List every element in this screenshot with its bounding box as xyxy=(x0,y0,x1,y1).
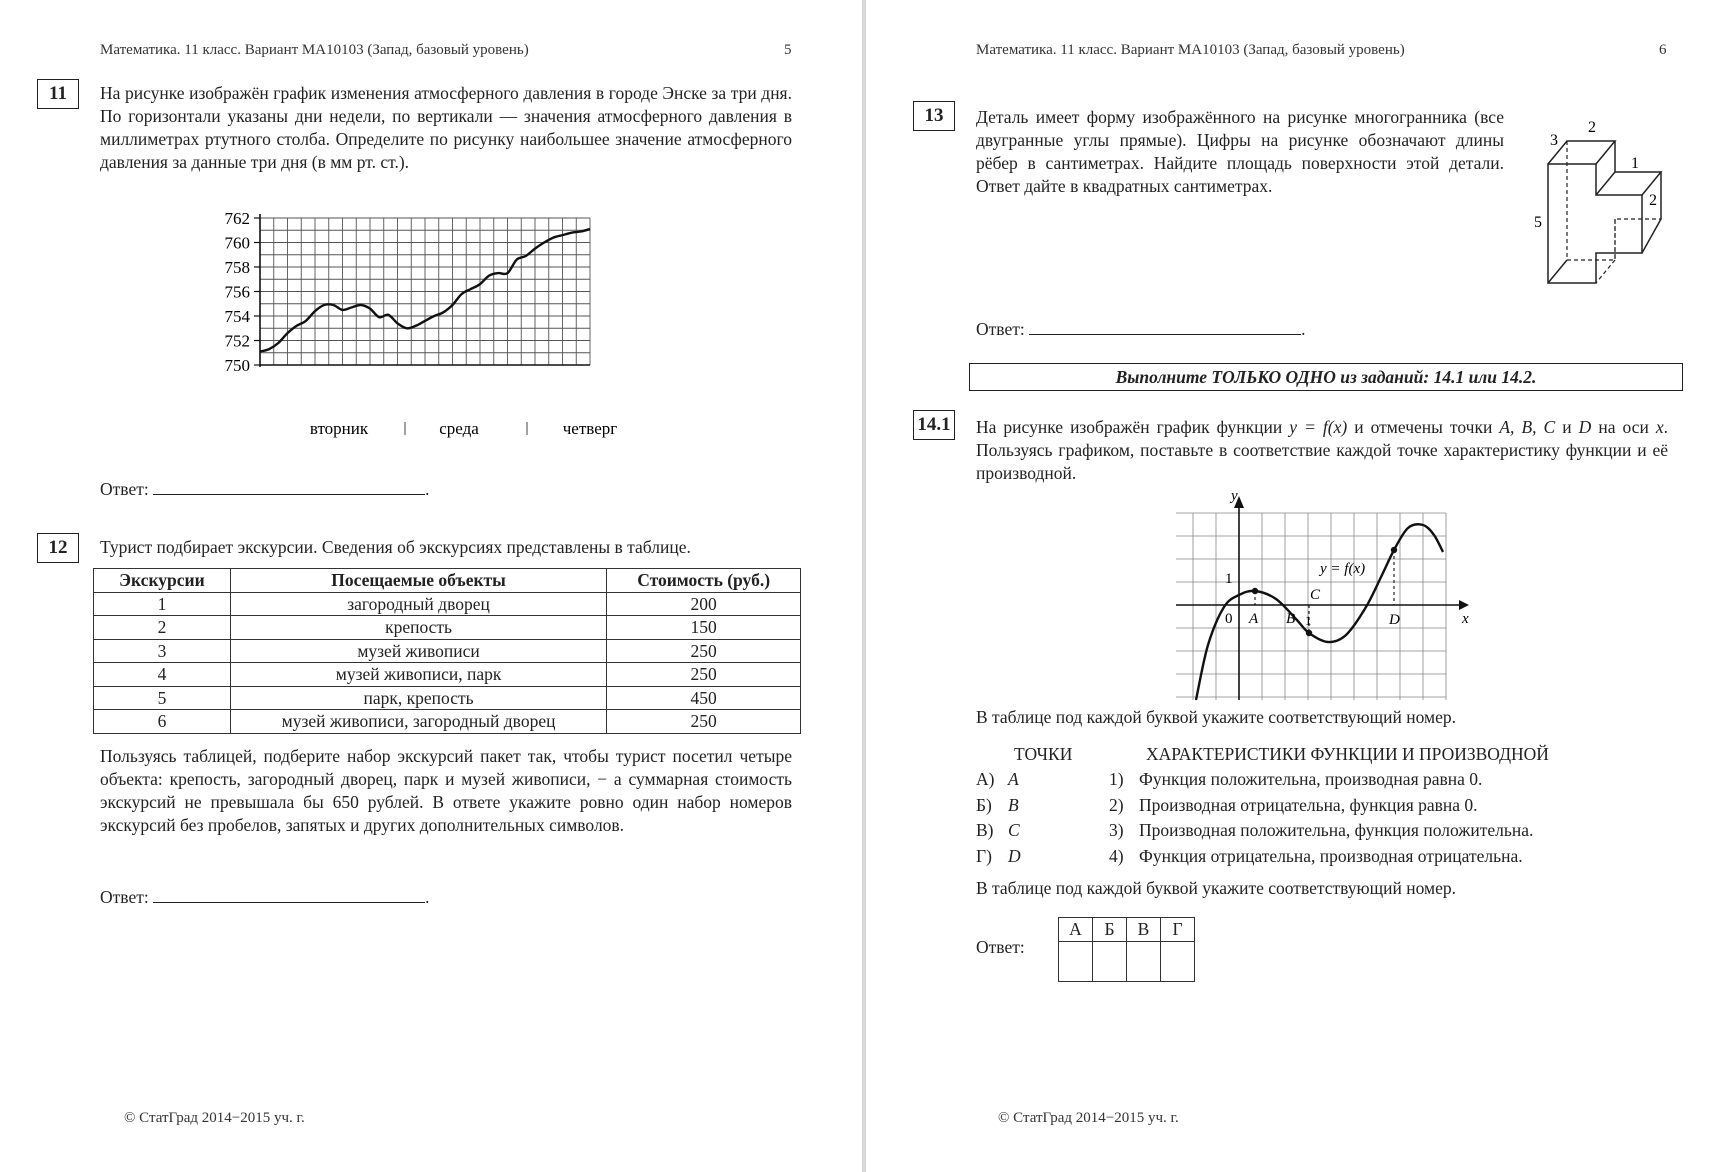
task-14-text xyxy=(976,416,1668,485)
answer-label: Ответ: xyxy=(100,887,149,907)
x-category-label: среда xyxy=(439,419,479,438)
answer-grid-letter: Б xyxy=(1093,918,1127,942)
y-tick-label: 760 xyxy=(224,233,250,253)
characteristic-text: Функция отрицательна, производная отрицательна. xyxy=(1139,845,1523,866)
characteristic-num: 1) xyxy=(1109,769,1124,789)
page-header: Математика. 11 класс. Вариант МА10103 (Запад, базовый уровень) xyxy=(100,42,529,58)
table-cell: 6 xyxy=(94,710,231,734)
point-option-letter: C xyxy=(1008,820,1020,840)
table-cell: 250 xyxy=(607,663,801,687)
page-number: 6 xyxy=(1659,42,1667,58)
list-item xyxy=(976,844,1021,870)
list-item xyxy=(1109,844,1533,870)
x-separator: | xyxy=(525,420,529,436)
table-cell: 250 xyxy=(607,639,801,663)
edge-label: 3 xyxy=(1550,132,1558,149)
points-list: A, B, C xyxy=(1499,417,1556,437)
table-cell: 2 xyxy=(94,616,231,640)
table-cell: 1 xyxy=(94,592,231,616)
table-cell: парк, крепость xyxy=(230,686,606,710)
table-cell: 200 xyxy=(607,592,801,616)
table-row xyxy=(94,592,801,616)
x-category-label: вторник xyxy=(309,419,369,438)
table-cell: 150 xyxy=(607,616,801,640)
table-row xyxy=(94,710,801,734)
left-page xyxy=(0,0,862,1172)
table-cell: загородный дворец xyxy=(230,592,606,616)
y-tick-label: 756 xyxy=(224,282,250,302)
table-row xyxy=(94,663,801,687)
pressure-chart xyxy=(220,200,680,445)
polyhedron-edges xyxy=(1548,141,1661,283)
excursions-table xyxy=(93,568,801,734)
answer-cell[interactable] xyxy=(1161,942,1195,982)
answer-grid-letter: Г xyxy=(1161,918,1195,942)
characteristic-text: Производная отрицательна, функция равна 0. xyxy=(1139,794,1478,815)
table-row xyxy=(94,639,801,663)
polyhedron-hidden-edges xyxy=(1567,141,1661,283)
task-14-text-part: и отмечены точки xyxy=(1354,417,1493,437)
edge-label: 2 xyxy=(1588,119,1596,136)
table-header: Стоимость (руб.) xyxy=(607,569,801,593)
characteristics-list xyxy=(1109,767,1533,869)
answer-label: Ответ: xyxy=(976,937,1025,957)
task-13-answer: Ответ: . xyxy=(976,319,1306,339)
table-cell: музей живописи, парк xyxy=(230,663,606,687)
task-number-14-1: 14.1 xyxy=(913,410,955,440)
characteristic-num: 3) xyxy=(1109,820,1124,840)
x-category-label: четверг xyxy=(562,419,618,438)
point-d: D xyxy=(1578,417,1592,437)
table-cell: 450 xyxy=(607,686,801,710)
table-header-row xyxy=(94,569,801,593)
chart-grid xyxy=(260,218,590,365)
point-option-label: Г) xyxy=(976,845,992,866)
point-option-label: В) xyxy=(976,820,994,840)
polyhedron-figure xyxy=(1534,110,1657,290)
task-11-text: На рисунке изображён график изменения атмосферного давления в городе Энске за три дня. По горизонтали указаны дни недели, по вертикали — значения атмосферного давления в миллиметрах ртутного столба. Определите по рисунку наибольшее значение атмосферного давления за данные три дня (в мм рт. ст.). xyxy=(100,83,792,172)
answer-cell[interactable] xyxy=(1059,942,1093,982)
answer-input[interactable] xyxy=(153,478,425,495)
task-14-text-part: . Пользуясь графиком, поставьте в соответствие каждой точке характеристику функции и её производной. xyxy=(976,417,1668,483)
y-tick-label: 754 xyxy=(224,307,250,326)
function-graph xyxy=(1176,488,1469,705)
table-row xyxy=(94,616,801,640)
y-tick-label: 762 xyxy=(224,209,250,228)
unit-x-label: 1 xyxy=(1305,613,1312,628)
task-13-text: Деталь имеет форму изображённого на рисунке многогранника (все двугранные углы прямые). Цифры на рисунке обозначают длины рёбер в сантиметрах. Найдите площадь поверхности этой детали. Ответ дайте в квадратных сантиметрах. xyxy=(976,107,1504,196)
table-header: Экскурсии xyxy=(94,569,231,593)
axis-x-name: x xyxy=(1655,417,1664,437)
points-list xyxy=(976,767,1021,869)
unit-y-label: 1 xyxy=(1225,571,1233,587)
page-footer: © СтатГрад 2014−2015 уч. г. xyxy=(998,1110,1179,1126)
list-item xyxy=(1109,767,1533,793)
answer-label: Ответ: xyxy=(976,319,1025,339)
characteristic-num: 2) xyxy=(1109,794,1124,815)
point-label-a: A xyxy=(1249,611,1259,627)
y-tick-label: 752 xyxy=(224,331,250,351)
point-label-c: C xyxy=(1310,587,1321,603)
points-column-title: ТОЧКИ xyxy=(1014,744,1073,764)
table-cell: 4 xyxy=(94,663,231,687)
table-cell: музей живописи, загородный дворец xyxy=(230,710,606,734)
task-12-intro: Турист подбирает экскурсии. Сведения об экскурсиях представлены в таблице. xyxy=(100,537,691,557)
answer-grid-inputs xyxy=(1059,942,1195,982)
list-item xyxy=(976,818,1021,844)
function-label: y = f(x) xyxy=(1320,561,1366,577)
list-item xyxy=(1109,793,1533,819)
right-page xyxy=(866,0,1727,1172)
table-cell: 3 xyxy=(94,639,231,663)
task-14-text-part: и xyxy=(1562,417,1572,437)
answer-cell[interactable] xyxy=(1127,942,1161,982)
point-option-letter: A xyxy=(1008,769,1019,789)
origin-label: 0 xyxy=(1225,611,1233,627)
answer-grid-letter: А xyxy=(1059,918,1093,942)
y-tick-label: 758 xyxy=(224,258,250,277)
point-option-letter: D xyxy=(1008,845,1021,866)
answer-input[interactable] xyxy=(153,886,425,903)
instruction: В таблице под каждой буквой укажите соответствующий номер. xyxy=(976,707,1456,727)
characteristic-num: 4) xyxy=(1109,845,1124,866)
page-header: Математика. 11 класс. Вариант МА10103 (Запад, базовый уровень) xyxy=(976,42,1405,58)
task-number-13: 13 xyxy=(913,101,955,131)
page-number: 5 xyxy=(784,42,792,58)
point-label-d: D xyxy=(1389,612,1400,628)
task-12-answer: Ответ: . xyxy=(100,887,430,907)
task-number-12: 12 xyxy=(37,533,79,563)
list-item xyxy=(1109,818,1533,844)
page-footer: © СтатГрад 2014−2015 уч. г. xyxy=(124,1110,305,1126)
answer-grid xyxy=(1058,917,1195,982)
table-cell: 250 xyxy=(607,710,801,734)
table-row xyxy=(94,686,801,710)
list-item xyxy=(976,793,1021,819)
y-tick-label: 750 xyxy=(224,356,250,375)
task-number-11: 11 xyxy=(37,79,79,109)
table-cell: 5 xyxy=(94,686,231,710)
instruction: В таблице под каждой буквой укажите соответствующий номер. xyxy=(976,878,1456,898)
answer-label: Ответ: xyxy=(100,479,149,499)
answer-cell[interactable] xyxy=(1093,942,1127,982)
point-option-label: А) xyxy=(976,769,995,789)
characteristics-column-title: ХАРАКТЕРИСТИКИ ФУНКЦИИ И ПРОИЗВОДНОЙ xyxy=(1146,744,1549,764)
edge-label: 5 xyxy=(1534,214,1542,231)
graph-grid xyxy=(1176,513,1446,700)
x-separator: | xyxy=(403,420,407,436)
point-option-label: Б) xyxy=(976,794,992,815)
characteristic-text: Функция положительна, производная равна 0. xyxy=(1139,769,1483,789)
point-option-letter: B xyxy=(1008,794,1019,815)
answer-grid-header xyxy=(1059,918,1195,942)
task-11-answer: Ответ: . xyxy=(100,479,430,499)
task-14-text-part: на оси xyxy=(1598,417,1649,437)
characteristic-text: Производная положительна, функция положительна. xyxy=(1139,820,1534,840)
table-header: Посещаемые объекты xyxy=(230,569,606,593)
x-axis-arrow xyxy=(1459,600,1469,610)
task-12-text: Пользуясь таблицей, подберите набор экскурсий пакет так, чтобы турист посетил четыре объекта: крепость, загородный дворец, парк и музей живописи, − а суммарная стоимость экскурсий не превышала бы 650 рублей. В ответе укажите ровно один набор номеров экскурсий без пробелов, запятых и других дополнительных символов. xyxy=(100,746,792,835)
choice-banner: Выполните ТОЛЬКО ОДНО из заданий: 14.1 или 14.2. xyxy=(969,363,1683,391)
edge-label: 2 xyxy=(1649,192,1657,209)
axis-x-label: x xyxy=(1462,611,1469,627)
function-notation: y = f(x) xyxy=(1289,417,1348,437)
chart-y-ticks xyxy=(225,209,261,375)
axis-y-label: y xyxy=(1231,488,1238,504)
task-14-text-part: На рисунке изображён график функции xyxy=(976,417,1283,437)
answer-input[interactable] xyxy=(1029,318,1301,335)
table-cell: музей живописи xyxy=(230,639,606,663)
answer-grid-letter: В xyxy=(1127,918,1161,942)
point-label-b: B xyxy=(1286,611,1296,627)
edge-label: 1 xyxy=(1631,155,1639,172)
table-cell: крепость xyxy=(230,616,606,640)
list-item xyxy=(976,767,1021,793)
